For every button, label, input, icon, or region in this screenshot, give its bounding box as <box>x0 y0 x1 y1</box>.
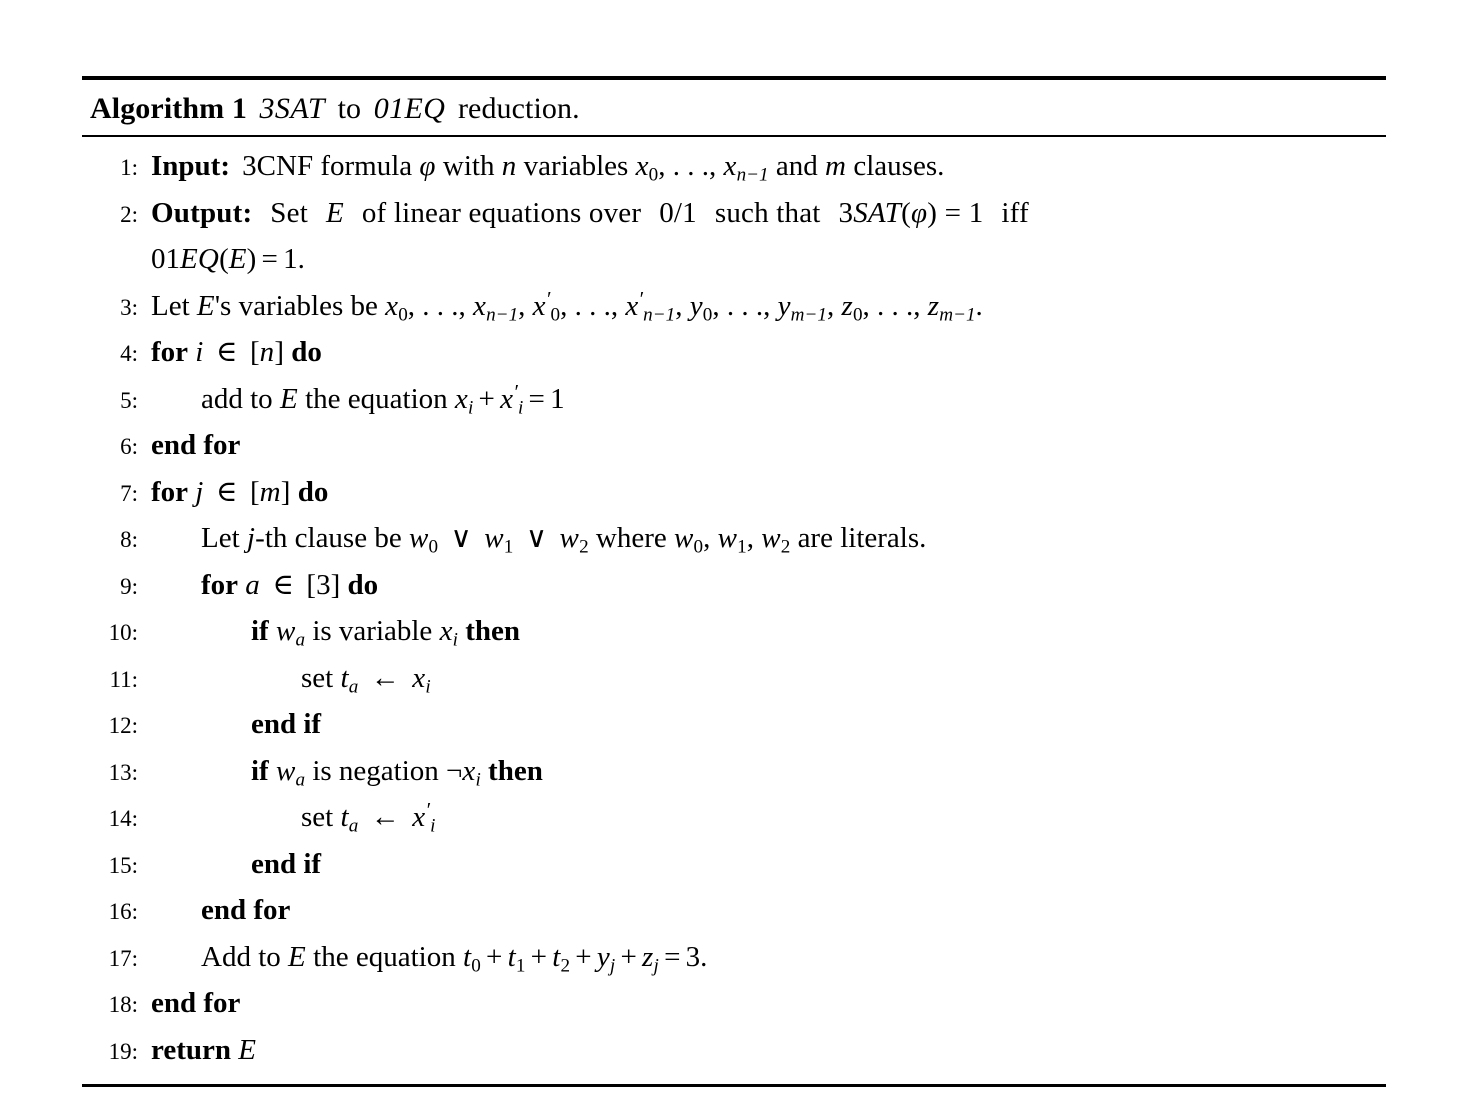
ellipsis: . . . <box>726 289 764 322</box>
range-n <box>250 336 284 368</box>
var-ta: $t_a$ <box>340 801 359 837</box>
equals-sign: = <box>944 196 962 229</box>
line-code-4 <box>145 330 1386 376</box>
symbol-phi: φ <box>910 196 928 229</box>
ellipsis: . . . <box>422 289 459 322</box>
plus-sign: + <box>486 940 503 973</box>
numeral-3: 3 <box>316 568 331 601</box>
symbol-logical-or: ∨ <box>450 522 472 554</box>
comma: , <box>708 150 717 182</box>
word-let: Let <box>151 289 190 322</box>
line-code-17 <box>145 935 1386 981</box>
algorithm-line-10 <box>82 609 1386 656</box>
phrase-the-equation: the equation <box>313 940 456 973</box>
keyword-then: then <box>465 615 521 647</box>
numeral-3: 3 <box>838 196 854 229</box>
var-t1: $t_1$ <box>507 940 526 976</box>
algorithm-line-18 <box>82 981 1386 1028</box>
line-number-6: 6: <box>120 434 138 459</box>
mathit-EQ: EQ <box>180 243 220 275</box>
algorithm-line-7 <box>82 470 1386 517</box>
keyword-end-if: end if <box>251 708 322 740</box>
keyword-if: if <box>251 754 269 787</box>
algorithm-line-19 <box>82 1028 1386 1075</box>
word-iff: iff <box>1001 196 1029 229</box>
line-number-19: 19: <box>108 1038 138 1064</box>
line-number-12: 12: <box>108 713 138 738</box>
lbracket: [ <box>249 336 260 368</box>
line-code-16 <box>145 888 1386 934</box>
lbracket: [ <box>249 475 260 508</box>
algorithm-line-2 <box>82 191 1386 238</box>
var-t2: $t_2$ <box>552 940 571 976</box>
algorithm-title <box>82 80 1386 135</box>
line-number-8: 8: <box>120 527 138 552</box>
line-code-12 <box>145 702 1386 748</box>
var-w2: $w_2$ <box>559 522 589 558</box>
symbol-phi: φ <box>419 150 436 182</box>
var-x-prime-i: $x'_i$ <box>500 379 524 418</box>
symbol-negation: ¬ <box>446 754 463 787</box>
range-m <box>250 476 291 508</box>
algorithm-title-suffix: reduction. <box>457 92 580 125</box>
phrase-add-to: Add to <box>201 940 281 973</box>
var-i: i <box>195 336 204 368</box>
line-number-10: 10: <box>108 620 138 645</box>
expr-01eq-E <box>151 243 256 275</box>
phrase-are-literals: are literals. <box>797 522 927 554</box>
value-zero-one: 0/1 <box>659 196 697 229</box>
var-y0: $y_0$ <box>689 289 713 325</box>
line-code-8: Let j-th clause be $w_0$ ∨ $w_1$ ∨ $w_2$ where $w_0$, $w_1$, $w_2$ are literals. <box>201 522 927 558</box>
line-code-10 <box>145 609 1386 655</box>
plus-sign: + <box>620 940 637 973</box>
algorithm-line-1 <box>82 144 1386 191</box>
keyword-for: for <box>201 568 239 601</box>
keyword-then: then <box>488 754 543 787</box>
var-w2: $w_2$ <box>761 522 791 558</box>
keyword-do: do <box>297 475 329 508</box>
phrase-th-clause-be: -th clause be <box>255 522 402 554</box>
line-number-14: 14: <box>108 806 138 831</box>
var-wa: $w_a$ <box>275 754 306 790</box>
line-code-2-cont <box>145 237 1386 283</box>
var-xn-1: $x_{n-1}$ <box>723 150 769 186</box>
word-3cnf: 3CNF <box>242 150 314 182</box>
phrase-of-linear-equations-over: of linear equations over <box>361 196 642 229</box>
keyword-return: return <box>151 1033 232 1066</box>
var-wa: $w_a$ <box>275 615 306 651</box>
range-3 <box>306 569 340 601</box>
rbracket: ] <box>274 336 284 368</box>
var-xi: $x_i$ <box>454 382 474 418</box>
mathit-SAT-text: SAT <box>853 196 902 229</box>
var-j: j <box>246 522 256 554</box>
word-set: set <box>301 801 334 833</box>
line-number-15: 15: <box>108 852 138 878</box>
line-code-18 <box>145 981 1386 1027</box>
symbol-element-of: ∈ <box>272 568 294 601</box>
line-code-11 <box>145 656 1386 702</box>
phrase-the-equation: the equation <box>305 382 448 415</box>
var-xi: $x_i$ <box>412 661 431 697</box>
var-zj: $z_j$ <box>642 940 659 976</box>
line-number-1: 1: <box>120 155 138 180</box>
algorithm-title-target: 01EQ <box>373 92 446 125</box>
word-with: with <box>442 150 495 182</box>
var-w0: $w_0$ <box>408 522 439 558</box>
numeral-01: 01 <box>151 243 180 275</box>
algorithm-line-13 <box>82 749 1386 796</box>
numeral-1: 1 <box>968 196 984 229</box>
var-m: m <box>824 150 847 182</box>
plus-sign: + <box>575 940 592 973</box>
rbracket: ] <box>280 475 291 508</box>
var-t0: $t_0$ <box>462 940 481 976</box>
lparen: ( <box>901 196 911 229</box>
numeral-3-period: 3. <box>685 940 708 973</box>
algorithm-block <box>82 76 1386 1087</box>
algorithm-line-6 <box>82 423 1386 470</box>
keyword-end-for: end for <box>151 987 241 1019</box>
var-E: E <box>288 940 306 973</box>
line-code-3: Let E's variables be $x_0$, . . ., $x_{n-1}$, $x'_0$, . . ., $x'_{n-1}$, $y_0$, . . ., $y_{m-1}$, $z_0$, . . ., $z_{m-1}$. <box>151 286 983 325</box>
keyword-output: Output: <box>151 196 253 229</box>
var-xi: $x_i$ <box>439 615 458 651</box>
word-variables: variables <box>523 150 629 182</box>
algorithm-line-9 <box>82 563 1386 610</box>
word-clauses: clauses. <box>853 150 945 182</box>
symbol-element-of: ∈ <box>216 475 238 508</box>
algorithm-line-11 <box>82 656 1386 703</box>
keyword-if: if <box>251 615 269 647</box>
algorithm-line-16 <box>82 888 1386 935</box>
lbracket: [ <box>306 568 317 601</box>
algorithm-line-8 <box>82 516 1386 563</box>
equals-sign: = <box>261 243 278 275</box>
var-E: E <box>325 196 344 229</box>
algorithm-steps <box>82 137 1386 1084</box>
numeral-1-period: 1. <box>283 243 305 275</box>
line-number-4: 4: <box>120 341 138 366</box>
algorithm-line-2-continuation <box>82 237 1386 284</box>
var-xn-1: $x_{n-1}$ <box>473 289 519 325</box>
algorithm-line-14 <box>82 795 1386 842</box>
ellipsis: . . . <box>877 289 914 322</box>
line-number-5: 5: <box>120 387 138 413</box>
var-ym-1: $y_{m-1}$ <box>777 289 827 325</box>
var-m: m <box>259 475 281 508</box>
line-code-19 <box>145 1028 1386 1074</box>
word-formula: formula <box>320 150 413 182</box>
line-number-18: 18: <box>108 992 138 1017</box>
equals-sign: = <box>528 382 545 415</box>
line-number-16: 16: <box>108 899 138 924</box>
sub-n-minus-1: n−1 <box>736 164 769 186</box>
algorithm-line-15 <box>82 842 1386 889</box>
algorithm-title-to: to <box>337 92 362 125</box>
var-x0: $x_0$ <box>385 289 408 325</box>
var-ta: $t_a$ <box>340 661 359 697</box>
phrase-such-that: such that <box>714 196 821 229</box>
plus-sign: + <box>478 382 495 415</box>
var-x-prime-n-1: $x'_{n-1}$ <box>625 286 676 325</box>
lparen: ( <box>219 243 229 275</box>
bottom-rule <box>82 1084 1386 1087</box>
line-code-6 <box>145 423 1386 469</box>
algorithm-line-3 <box>82 284 1386 331</box>
keyword-for: for <box>151 475 189 508</box>
keyword-input: Input: <box>151 150 230 182</box>
phrase-variables-be: 's variables be <box>214 289 378 322</box>
var-x-prime-0: $x'_0$ <box>532 286 561 325</box>
var-zm-1: $z_{m-1}$ <box>927 289 976 325</box>
var-x-prime-i: $x'_i$ <box>412 798 436 837</box>
algorithm-line-4 <box>82 330 1386 377</box>
ellipsis: . . . <box>672 150 709 182</box>
rbracket: ] <box>330 568 341 601</box>
var-w1: $w_1$ <box>484 522 514 558</box>
var-j: j <box>195 475 204 508</box>
symbol-assign-arrow: ← <box>370 661 400 694</box>
var-xi: $x_i$ <box>462 754 481 790</box>
symbol-logical-or: ∨ <box>525 522 548 554</box>
algorithm-title-source: 3SAT <box>259 92 326 125</box>
var-E: E <box>228 243 247 275</box>
keyword-end-for: end for <box>201 894 291 926</box>
var-E: E <box>238 1033 257 1066</box>
line-code-2 <box>145 191 1386 237</box>
keyword-end-if: end if <box>251 847 322 880</box>
numeral-1: 1 <box>550 382 565 415</box>
phrase-is-variable: is variable <box>312 615 433 647</box>
var-x0: $x_0$ <box>635 150 659 186</box>
keyword-end-for: end for <box>151 429 241 461</box>
ellipsis: . . . <box>574 289 611 322</box>
line-code-9 <box>145 563 1386 609</box>
line-number-3: 3: <box>120 294 138 320</box>
keyword-do: do <box>291 336 322 368</box>
line-number-9: 9: <box>120 573 138 599</box>
algorithm-line-17 <box>82 935 1386 982</box>
line-code-5 <box>145 377 1386 423</box>
line-number-7: 7: <box>120 480 138 506</box>
word-where: where <box>595 522 667 554</box>
var-n: n <box>501 150 517 182</box>
var-yj: $y_j$ <box>596 940 616 976</box>
keyword-for: for <box>151 336 189 368</box>
symbol-element-of: ∈ <box>216 336 238 368</box>
phrase-add-to: add to <box>201 382 273 415</box>
var-w1: $w_1$ <box>717 522 747 558</box>
var-z0: $z_0$ <box>841 289 863 325</box>
var-n: n <box>259 336 275 368</box>
rparen: ) <box>927 196 938 229</box>
algorithm-label: Algorithm 1 <box>90 92 247 125</box>
algorithm-line-12 <box>82 702 1386 749</box>
var-E: E <box>196 289 215 322</box>
plus-sign: + <box>530 940 547 973</box>
line-code-1 <box>145 144 1386 190</box>
line-code-15 <box>145 842 1386 888</box>
word-let: Let <box>201 522 240 554</box>
var-w0: $w_0$ <box>673 522 704 558</box>
line-code-7 <box>145 470 1386 516</box>
equals-sign: = <box>664 940 681 973</box>
word-and: and <box>775 150 818 182</box>
line-code-14 <box>145 795 1386 841</box>
algorithm-line-5 <box>82 377 1386 424</box>
line-number-17: 17: <box>108 945 138 971</box>
var-E: E <box>279 382 298 415</box>
line-number-11: 11: <box>109 666 138 692</box>
comma: , <box>658 150 666 182</box>
keyword-do: do <box>347 568 379 601</box>
line-code-13 <box>145 749 1386 795</box>
phrase-is-negation: is negation <box>312 754 439 787</box>
line-number-13: 13: <box>108 759 138 785</box>
var-a: a <box>245 568 260 601</box>
rparen: ) <box>246 243 257 275</box>
symbol-assign-arrow: ← <box>370 801 400 833</box>
word-set: Set <box>270 196 308 229</box>
line-number-2: 2: <box>120 201 138 227</box>
word-set: set <box>301 661 334 694</box>
expr-3sat-phi <box>839 197 938 229</box>
